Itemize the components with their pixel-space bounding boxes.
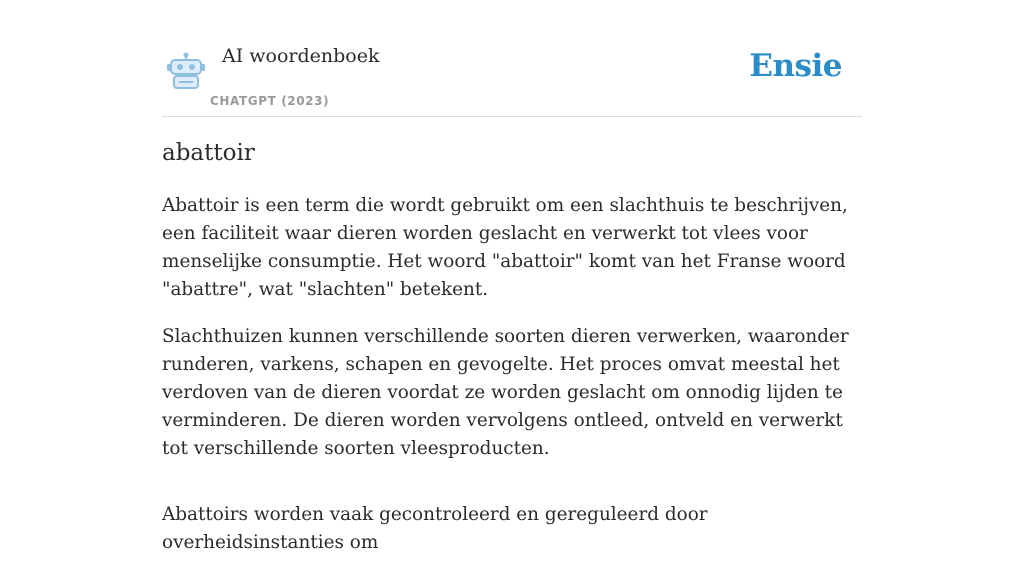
entry-paragraph: Abattoirs worden vaak gecontroleerd en gereguleerd door overheidsinstanties om [162,504,708,553]
dictionary-title[interactable]: AI woordenboek [222,45,380,67]
dictionary-source: CHATGPT (2023) [210,94,330,108]
entry-paragraph: Abattoir is een term die wordt gebruikt om een slachthuis te beschrijven, een faciliteit waar dieren worden geslacht en verwerkt tot vlees voor menselijke consumptie. Het woord "abattoir" komt van het Franse woord "abattre", wat "slachten" betekent. [162,195,848,300]
page [162,0,862,553]
entry-paragraph: Slachthuizen kunnen verschillende soorten dieren verwerken, waaronder runderen, varkens, schapen en gevogelte. Het proces omvat meestal het verdoven van de dieren voordat ze worden geslacht om onnodig lijden te verminderen. De dieren worden vervolgens ontleed, ontveld en verwerkt tot verschillende soorten vleesproducten. [162,326,849,459]
robot-icon [166,52,206,90]
ensie-logo[interactable]: Ensie [749,48,842,84]
dictionary-header [162,0,862,117]
entry-body [162,192,862,576]
entry-term: abattoir [162,140,255,166]
